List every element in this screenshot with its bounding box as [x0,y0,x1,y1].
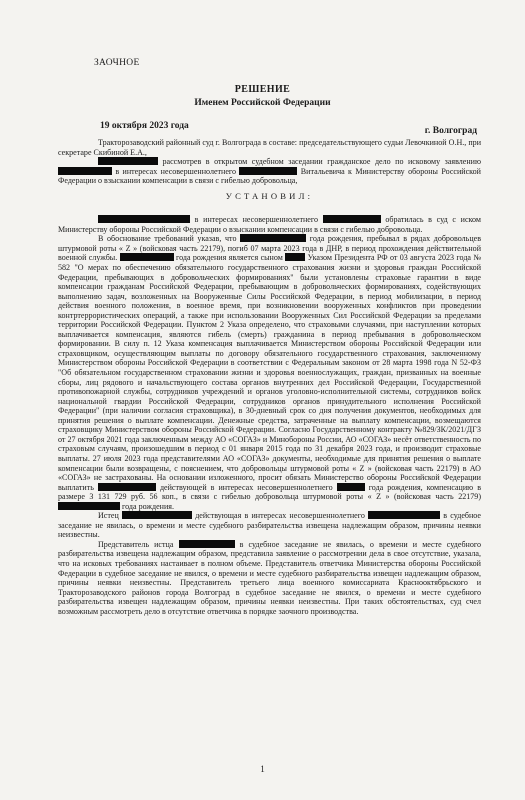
redaction [98,215,190,223]
paragraph-representative: Представитель истца в судебное заседание не явилась, о времени и месте судебного разбирательства извещена надлежащим образом, представила заявление о рассмотрении дела в свое отсутствие, указала, что на исковых требованиях настаивает в полном объеме. Представитель ответчика Министерства обороны Российской Федерации в судебное заседание не явился, о времени и месте судебного разбирательства извещен надлежащим образом, причины неявки неизвестны. Представитель третьего лица военного комиссариата Краснооктябрьского и Тракторозаводского районов города Волгоград в судебное заседание не явился, о времени и месте судебного разбирательства извещен надлежащим образом, причины неявки неизвестны. При таких обстоятельствах, суд счел возможным рассмотреть дело в отсутствие ответчика в порядке заочного производства. [58,539,482,616]
redaction [98,157,158,165]
redaction [179,540,235,548]
paragraph-claim: в интересах несовершеннолетнего обратилась в суд с иском Министерству обороны Российской Федерации о взыскании компенсации в связи с гибелью добровольца. [58,215,481,234]
document-city: г. Волгоград [424,126,477,136]
paragraph-grounds: В обоснование требований указав, что года рождения, пребывал в рядах добровольцев штурмовой роты « Z » (войсковая часть 22179), погиб 07 марта 2023 года в ДНР, в период прохождения действительной военной службы. года рождения является сыном Указом Президента РФ от 03 августа 2023 года № 582 "О мерах по обеспечению обязательного государственного страхования жизни и здоровья граждан Российской Федерации, пребывающих в добровольческих формированиях" были установлены страховые гарантии в виде компенсации гражданам Российской Федерации, пребывающим в добровольческих формированиях, содействующих выполнению задач, возложенных на Вооруженные Силы Российской Федерации, в период мобилизации, в период действия военного положения, в военное время, при возникновении вооруженных конфликтов при проведении контртеррористических операций, а также при использовании Вооруженных Сил Российской Федерации за пределами территории Российской Федерации. Пунктом 2 Указа определено, что страховыми случаями, при наступлении которых выплачивается компенсация, являются гибель (смерть) гражданина в период пребывания в добровольческом формировании. В силу п. 12 Указа компенсация выплачивается Министерством обороны Российской Федерации или страховщиком, осуществляющим выплаты по договору обязательного государственного страхования, заключенному Министерством обороны Российской Федерации в соответствии с Федеральным законом от 28 марта 1998 года N 52-ФЗ "Об обязательном государственном страховании жизни и здоровья военнослужащих, граждан, призванных на военные сборы, лиц рядового и начальствующего состава органов внутренних дел Российской Федерации, Государственной противопожарной службы, сотрудников учреждений и органов уголовно-исполнительной системы, сотрудников войск национальной гвардии Российской Федерации, сотрудников органов принудительного исполнения Российской Федерации" (при наличии согласия страховщика), в 30-дневный срок со дня получения документов, необходимых для принятия решения о выплате компенсации. Денежные средства, затраченные на выплату компенсации, возмещаются страховщику Министерством обороны Российской Федерации. Согласно Государственному контракту №829/ЗК/2021/ДГЗ от 27 октября 2021 года заключенным между АО «СОГАЗ» и Минобороны России, АО «СОГАЗ» несёт ответственность по страховым случаям, произошедшим в период с 01 января 2015 года по 31 декабря 2023 года, и производит страховые выплаты. 27 июля 2023 года представителями АО «СОГАЗ» документы, необходимые для принятия решения о выплате компенсации были возвращены, с пояснением, что добровольцы штурмовой роты « Z » (войсковая часть 22179) в АО «СОГАЗ» не застрахованы. На основании изложенного, просит обязать Министерство обороны Российской Федерации выплатить действующей в интересах несовершеннолетнего года рождения, компенсацию в размере 3 131 729 руб. 56 коп., в связи с гибелью добровольца штурмовой роты « Z » (войсковая часть 22179) года рождения. [58,234,482,511]
redaction [240,234,306,242]
redaction [368,511,440,519]
page-number: 1 [260,764,265,774]
redaction [285,253,305,261]
document-subtitle: Именем Российской Федерации [194,98,331,108]
ustanovil-heading: УСТАНОВИЛ: [225,190,314,201]
redaction [98,483,156,491]
document-body [58,138,481,616]
redaction [58,502,120,510]
paragraph-plaintiff: Истец действующая в интересах несовершеннолетнего в судебное заседание не явилась, о времени и месте судебного разбирательства извещена надлежащим образом, причины неявки неизвестны. [58,511,482,540]
document-date: 19 октября 2023 года [100,121,189,131]
redaction [337,483,365,491]
redaction [239,167,297,175]
redaction [58,167,112,175]
paragraph-court: Тракторозаводский районный суд г. Волгограда в составе: председательствующего судьи Левочкиной О.Н., при секретаре Скибиной Е.А., [58,138,481,157]
zaochnoe-label: ЗАОЧНОЕ [94,58,140,68]
redaction [122,511,192,519]
redaction [323,215,381,223]
redaction [120,253,174,261]
paragraph-case: рассмотрев в открытом судебном заседании гражданское дело по исковому заявлению в интересах несовершеннолетнего Витальевича к Министерству обороны Российской Федерации о взыскании компенсации в связи с гибелью добровольца, [58,157,481,186]
document-title: РЕШЕНИЕ [234,84,291,95]
